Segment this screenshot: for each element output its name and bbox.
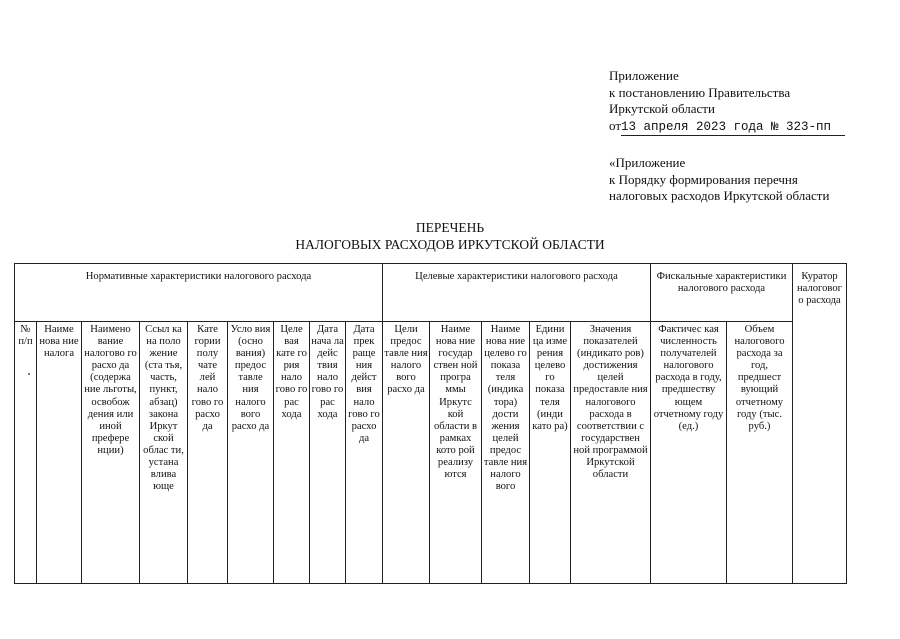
group-target: Целевые характеристики налогового расхода bbox=[383, 264, 651, 322]
col-tax-name: Наиме нова ние налога bbox=[37, 322, 82, 584]
col-expenditure-volume: Объем налогового расхода за год, предшест вующий отчетному году (тыс. руб.) bbox=[727, 322, 793, 584]
col-number: № п/п bbox=[15, 322, 37, 584]
col-start-date: Дата нача ла дейс твия нало гово го рас хода bbox=[310, 322, 346, 584]
col-law-reference: Ссыл ка на поло жение (ста тья, часть, пункт, абзац) закона Иркут ской облас ти, устана влива юще bbox=[140, 322, 188, 584]
appendix-line-3: Иркутской области bbox=[609, 101, 715, 116]
scan-speck bbox=[28, 373, 30, 375]
col-target-indicator: Наиме нова ние целево го показа теля (индика тора) дости жения целей предос тавле ния налого вого bbox=[482, 322, 530, 584]
title-line-2: НАЛОГОВЫХ РАСХОДОВ ИРКУТСКОЙ ОБЛАСТИ bbox=[295, 237, 605, 252]
tax-expenditures-table bbox=[14, 263, 847, 584]
quoted-appendix-line-1: «Приложение bbox=[609, 155, 686, 170]
quoted-appendix-block bbox=[609, 155, 829, 205]
order-date-number: 13 апреля 2023 года № 323-пп bbox=[621, 119, 845, 137]
col-recipients-count: Фактичес кая численность получателей налогового расхода в году, предшеству ющем отчетному году (ед.) bbox=[651, 322, 727, 584]
col-indicator-values: Значения показателей (индикато ров) достижения целей предоставле ния налогового расхода в соответствии с государствен ной программой Иркутской области bbox=[571, 322, 651, 584]
col-expenditure-name: Наимено вание налогово го расхо да (содержа ние льготы, освобож дения или иной префере нции) bbox=[82, 322, 140, 584]
group-fiscal: Фискальные характеристики налогового расхода bbox=[651, 264, 793, 322]
appendix-line-2: к постановлению Правительства bbox=[609, 84, 791, 100]
col-target-category: Целе вая кате го рия нало гово го рас хода bbox=[274, 322, 310, 584]
col-goals: Цели предос тавле ния налого вого расхо да bbox=[383, 322, 430, 584]
appendix-block bbox=[609, 68, 845, 136]
order-reference bbox=[609, 118, 845, 137]
curator-header: Куратор налоговог о расхода bbox=[793, 264, 847, 584]
quoted-appendix-line-3: налоговых расходов Иркутской области bbox=[609, 188, 830, 203]
col-conditions: Усло вия (осно вания) предос тавле ния налого вого расхо да bbox=[228, 322, 274, 584]
title-line-1: ПЕРЕЧЕНЬ bbox=[415, 220, 485, 235]
order-prefix: от bbox=[609, 117, 622, 133]
col-unit: Едини ца изме рения целево го показа теля (инди като ра) bbox=[530, 322, 571, 584]
col-recipient-categories: Кате гории полу чате лей нало гово го расхо да bbox=[188, 322, 228, 584]
quoted-appendix-line-2: к Порядку формирования перечня bbox=[609, 171, 798, 187]
col-end-date: Дата прек раще ния дейст вия нало гово го расхо да bbox=[346, 322, 383, 584]
appendix-line-1: Приложение bbox=[609, 68, 679, 83]
group-header-row bbox=[15, 264, 847, 322]
col-state-program: Наиме нова ние государ ствен ной програ ммы Иркутс кой области в рамках кото рой реализу ются bbox=[430, 322, 482, 584]
document-title bbox=[0, 219, 900, 253]
group-normative: Нормативные характеристики налогового расхода bbox=[15, 264, 383, 322]
column-header-row bbox=[15, 322, 847, 584]
